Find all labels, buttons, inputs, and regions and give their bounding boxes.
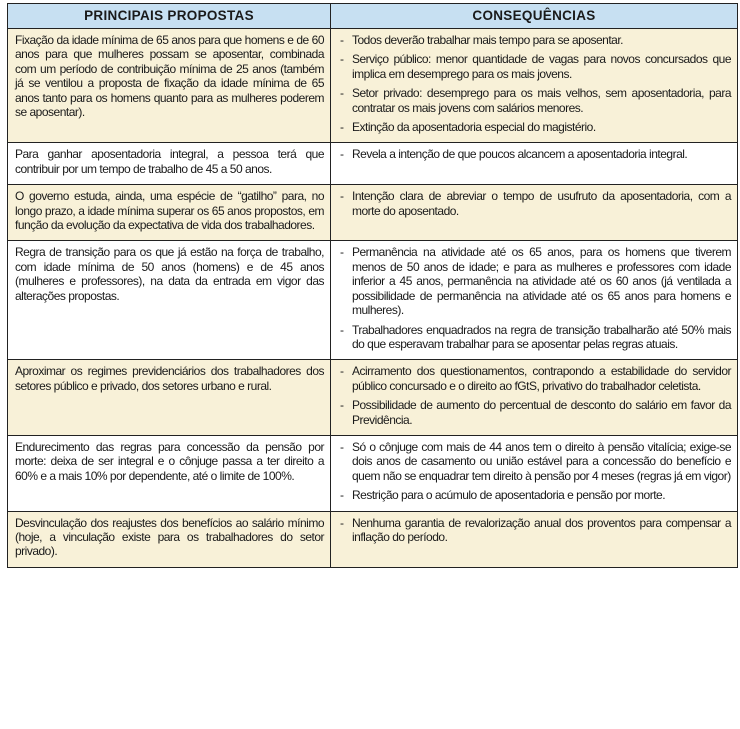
consequences-cell: [331, 241, 738, 360]
consequence-list: [338, 440, 731, 503]
consequences-cell: [331, 143, 738, 185]
consequence-list: [338, 516, 731, 545]
consequence-list: [338, 189, 731, 218]
consequence-item: - Revela a intenção de que poucos alcancem a aposentadoria integral.: [338, 147, 731, 161]
consequence-item: - Possibilidade de aumento do percentual de desconto do salário em favor da Previdência.: [338, 398, 731, 427]
consequence-item: - Setor privado: desemprego para os mais velhos, sem aposentadoria, para contratar os mais jovens com salários menores.: [338, 86, 731, 115]
table-row: [8, 511, 738, 567]
consequences-cell: [331, 29, 738, 143]
consequence-item: - Permanência na atividade até os 65 anos, para os homens que tiverem menos de 50 anos de idade; e para as mulheres e professores com idade inferior a 45 anos, permanência na atividade até os 60 anos (já ventilada a possibilidade de permanência na atividade até os 65 anos para homens e mulheres).: [338, 245, 731, 317]
consequence-item: - Serviço público: menor quantidade de vagas para novos concursados que implica em desemprego para os mais jovens.: [338, 52, 731, 81]
proposal-cell: Regra de transição para os que já estão na força de trabalho, com idade mínima de 50 anos (homens) e de 45 anos (mulheres e professores), na data da entrada em vigor das alterações propostas.: [8, 241, 331, 360]
consequence-list: [338, 245, 731, 351]
consequence-item: - Intenção clara de abreviar o tempo de usufruto da aposentadoria, com a morte do aposentado.: [338, 189, 731, 218]
proposal-cell: Para ganhar aposentadoria integral, a pessoa terá que contribuir por um tempo de trabalho de 45 a 50 anos.: [8, 143, 331, 185]
consequences-cell: [331, 360, 738, 436]
consequence-item: - Extinção da aposentadoria especial do magistério.: [338, 120, 731, 134]
consequence-item: - Acirramento dos questionamentos, contrapondo a estabilidade do servidor público concursado e o direito ao fGtS, privativo do trabalhador celetista.: [338, 364, 731, 393]
consequences-cell: [331, 185, 738, 241]
consequence-item: - Todos deverão trabalhar mais tempo para se aposentar.: [338, 33, 731, 47]
proposals-column-header: PRINCIPAIS PROPOSTAS: [8, 4, 331, 29]
table-row: [8, 143, 738, 185]
proposal-cell: Endurecimento das regras para concessão da pensão por morte: deixa de ser integral e o cônjuge passa a ter direito a 60% e a mais 10% por dependente, até o limite de 100%.: [8, 435, 331, 511]
consequence-list: [338, 33, 731, 134]
proposal-cell: Aproximar os regimes previdenciários dos trabalhadores dos setores público e privado, dos setores urbano e rural.: [8, 360, 331, 436]
consequence-item: - Trabalhadores enquadrados na regra de transição trabalharão até 50% mais do que esperavam trabalhar para se aposentar pelas regras atuais.: [338, 323, 731, 352]
consequence-item: - Só o cônjuge com mais de 44 anos tem o direito à pensão vitalícia; exige-se dois anos de casamento ou união estável para a concessão do benefício e quem não se enquadrar tem direito à pensão por 4 meses (regras já em vigor): [338, 440, 731, 483]
consequence-list: [338, 364, 731, 427]
table-row: [8, 29, 738, 143]
consequences-cell: [331, 511, 738, 567]
consequence-list: [338, 147, 731, 161]
proposals-table: [7, 3, 738, 568]
table-row: [8, 360, 738, 436]
proposal-cell: O governo estuda, ainda, uma espécie de “gatilho” para, no longo prazo, a idade mínima superar os 65 anos propostos, em função da evolução da expectativa de vida dos trabalhadores.: [8, 185, 331, 241]
table-row: [8, 185, 738, 241]
proposal-cell: Desvinculação dos reajustes dos benefícios ao salário mínimo (hoje, a vinculação existe para os trabalhadores do setor privado).: [8, 511, 331, 567]
proposal-cell: Fixação da idade mínima de 65 anos para que homens e de 60 anos para que mulheres possam se aposentar, combinada com um período de contribuição mínima de 25 anos (também já se ventilou a proposta de fixação da idade mínima de 65 anos tanto para os homens quanto para as mulheres poderem se aposentar).: [8, 29, 331, 143]
table-row: [8, 435, 738, 511]
header-row: [8, 4, 738, 29]
consequences-cell: [331, 435, 738, 511]
consequence-item: - Nenhuma garantia de revalorização anual dos proventos para compensar a inflação do período.: [338, 516, 731, 545]
consequences-column-header: CONSEQUÊNCIAS: [331, 4, 738, 29]
table-row: [8, 241, 738, 360]
consequence-item: - Restrição para o acúmulo de aposentadoria e pensão por morte.: [338, 488, 731, 502]
